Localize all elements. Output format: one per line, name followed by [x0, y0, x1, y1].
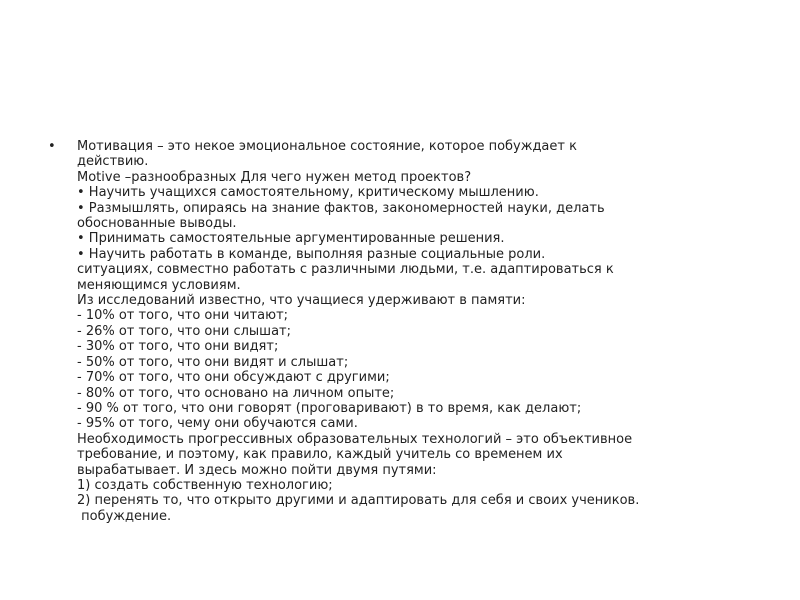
- text-line: - 30% от того, что они видят;: [77, 339, 279, 355]
- text-line: вырабатывает. И здесь можно пойти двумя путями:: [77, 462, 437, 478]
- text-line: • Размышлять, опираясь на знание фактов, закономерностей науки, делать: [77, 200, 605, 216]
- text-line: действию.: [77, 154, 149, 170]
- text-line: - 26% от того, что они слышат;: [77, 323, 291, 339]
- text-line: обоснованные выводы.: [77, 216, 237, 232]
- text-line: Мотивация – это некое эмоциональное состояние, которое побуждает к: [77, 139, 577, 154]
- text-line: требование, и поэтому, как правило, каждый учитель со временем их: [77, 447, 563, 463]
- bullet-marker: •: [48, 139, 56, 154]
- text-line: 1) создать собственную технологию;: [77, 477, 333, 493]
- text-line: • Научить учащихся самостоятельному, критическому мышлению.: [77, 185, 539, 201]
- text-line: ситуациях, совместно работать с различными людьми, т.е. адаптироваться к: [77, 262, 614, 278]
- text-line: меняющимся условиям.: [77, 277, 241, 293]
- text-line: - 80% от того, что основано на личном опыте;: [77, 385, 395, 401]
- text-line: побуждение.: [77, 508, 172, 524]
- text-line: Motive –разнообразных Для чего нужен метод проектов?: [77, 169, 472, 185]
- text-line: Необходимость прогрессивных образовательных технологий – это объективное: [77, 431, 633, 447]
- text-line: • Научить работать в команде, выполняя разные социальные роли.: [77, 246, 546, 262]
- text-line: - 90 % от того, что они говорят (проговаривают) в то время, как делают;: [77, 400, 582, 416]
- text-line: - 10% от того, что они читают;: [77, 308, 289, 324]
- text-line: 2) перенять то, что открыто другими и адаптировать для себя и своих учеников.: [77, 493, 640, 509]
- text-line: - 50% от того, что они видят и слышат;: [77, 354, 349, 370]
- text-line: • Принимать самостоятельные аргументированные решения.: [77, 231, 505, 247]
- text-line: - 95% от того, чему они обучаются сами.: [77, 416, 358, 432]
- text-line: - 70% от того, что они обсуждают с другими;: [77, 370, 390, 386]
- slide-text-block: [77, 139, 777, 524]
- text-line: Из исследований известно, что учащиеся удерживают в памяти:: [77, 293, 526, 309]
